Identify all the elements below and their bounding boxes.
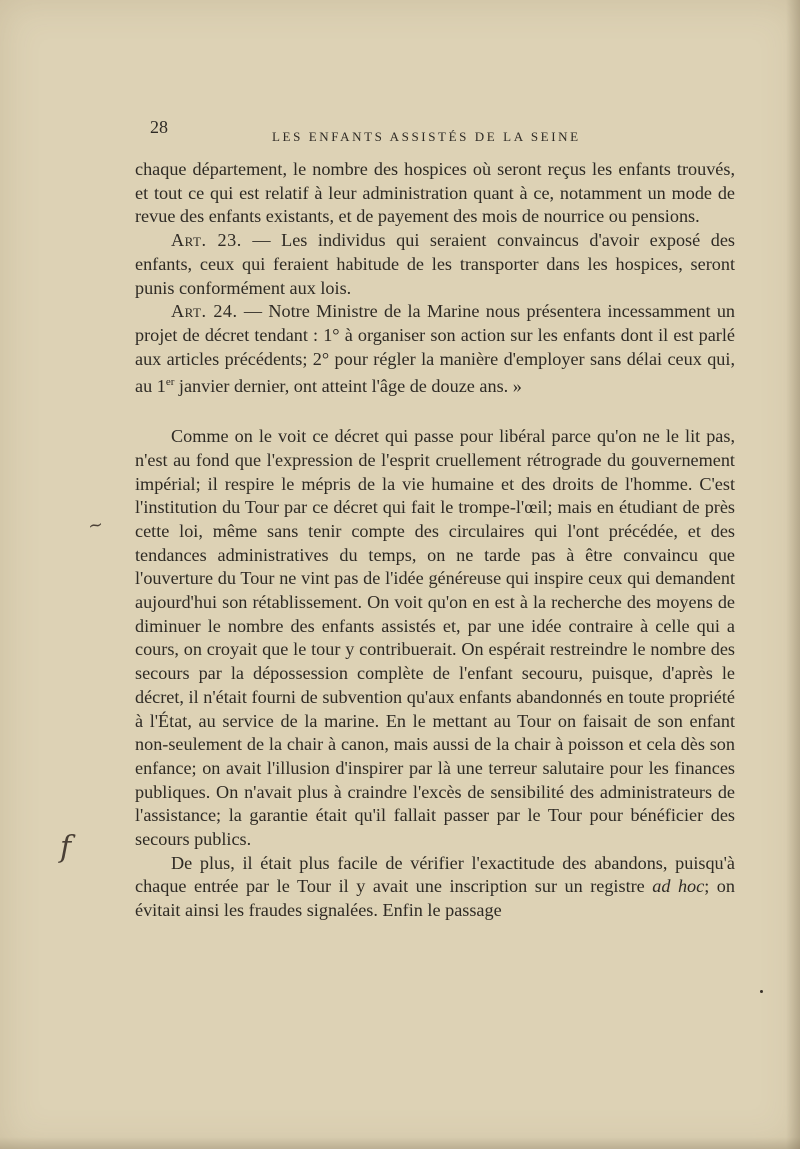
latin-term: ad hoc	[652, 876, 705, 897]
page-number: 28	[150, 117, 168, 137]
page-bottom-shadow	[0, 1137, 800, 1149]
article-label: Art. 24.	[171, 301, 238, 322]
pencil-margin-mark: f	[60, 830, 72, 865]
closing-paragraph: De plus, il était plus facile de vérifier l'exactitude des abandons, puisqu'à chaque entrée par le Tour il y avait une inscription sur un registre ad hoc; on évitait ainsi les fraudes signalées. Enfin le passage	[135, 852, 735, 921]
superscript: er	[165, 376, 175, 389]
pencil-margin-mark: ~	[86, 513, 105, 538]
body-text	[135, 158, 735, 923]
page-edge-shadow	[786, 0, 800, 1149]
page-header	[150, 115, 620, 145]
article-24: Art. 24. — Notre Ministre de la Marine nous présentera incessamment un projet de décret tendant : 1° à organiser son action sur les enfants dont il est parlé aux articles précédents; 2° pour régler la manière d'employer sans délai ceux qui, au 1er janvier dernier, ont atteint l'âge de douze ans. »	[135, 301, 736, 397]
article-23: Art. 23. — Les individus qui seraient convaincus d'avoir exposé des enfants, ceux qui feraient habitude de les transporter dans les hospices, seront punis conformément aux lois.	[135, 230, 735, 298]
article-label: Art. 23.	[171, 230, 242, 251]
paragraph-continuation: chaque département, le nombre des hospices où seront reçus les enfants trouvés, et tout ce qui est relatif à leur administration quant à ce, notamment un mode de revue des enfants existants, et de payement des mois de nourrice ou pensions.	[135, 159, 735, 227]
running-head: LES ENFANTS ASSISTÉS DE LA SEINE	[272, 129, 581, 144]
ink-dot	[760, 990, 763, 993]
commentary-paragraph: Comme on le voit ce décret qui passe pour libéral parce qu'on ne le lit pas, n'est au fond que l'expression de l'esprit cruellement rétrograde du gouvernement impérial; il respire le mépris de la vie humaine et des droits de l'homme. C'est l'institution du Tour par ce décret qui fait le trompe-l'œil; mais en étudiant de près cette loi, même sans tenir compte des circulaires qui l'ont précédée, et des tendances administratives du temps, on ne tarde pas à être convaincu que l'ouverture du Tour ne vint pas de l'idée généreuse qui inspire ceux qui demandent aujourd'hui son rétablissement. On voit qu'on en est à la recherche des moyens de diminuer le nombre des enfants assistés et, par une idée contraire à celle qui a cours, on croyait que le tour y contribuerait. On espérait restreindre le nombre des secours par la dépossession complète de l'enfant secouru, puisque, d'après le décret, il n'était fourni de subvention qu'aux enfants abandonnés en toute propriété à l'État, au service de la marine. En le mettant au Tour on faisait de son enfant non-seulement de la chair à canon, mais aussi de la chair à poisson et cela dès son enfance; on avait l'illusion d'inspirer par là une terreur salutaire pour les finances publiques. On n'avait plus à craindre l'excès de sensibilité des administrateurs de l'assistance; la garantie était qu'il fallait passer par le Tour pour bénéficier des secours publics.	[135, 426, 735, 850]
